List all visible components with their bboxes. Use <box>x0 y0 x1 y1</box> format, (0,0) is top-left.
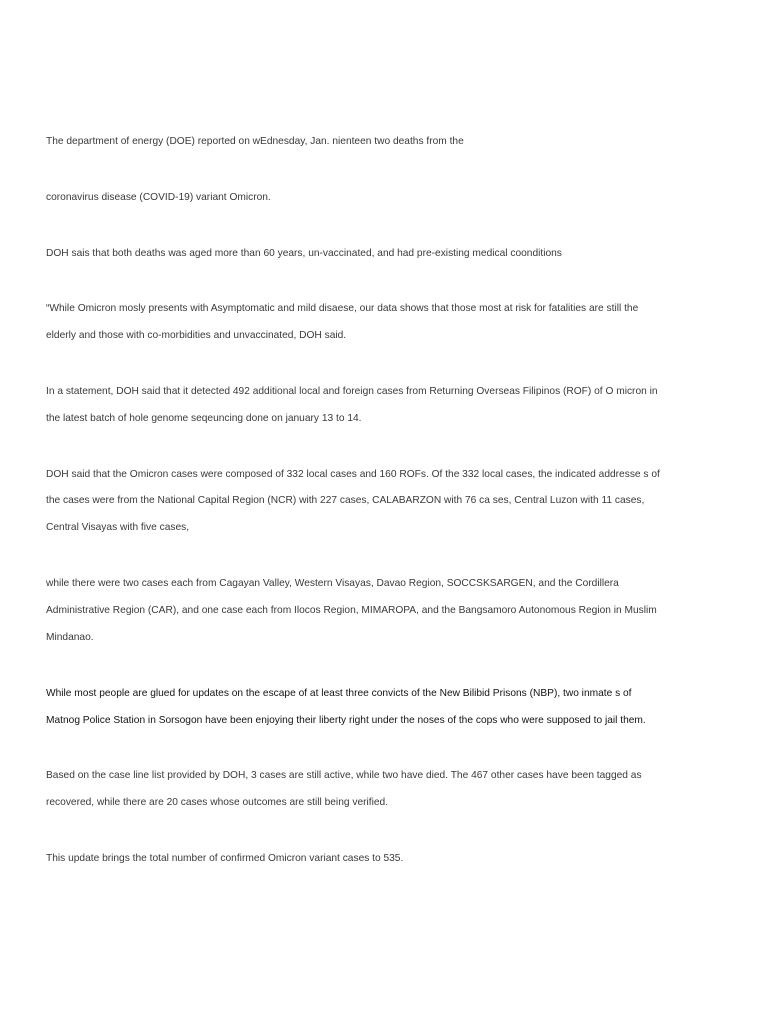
paragraph-2-line-1: coronavirus disease (COVID-19) variant Omicron. <box>46 192 271 203</box>
paragraph-9-line-1: Based on the case line list provided by DOH, 3 cases are still active, while two have died. The 467 other cases have been tagged as <box>46 770 642 781</box>
paragraph-5-line-2: the latest batch of hole genome seqeuncing done on january 13 to 14. <box>46 413 362 424</box>
paragraph-7-line-2: Administrative Region (CAR), and one case each from Ilocos Region, MIMAROPA, and the Bangsamoro Autonomous Region in Muslim <box>46 605 657 616</box>
paragraph-6-line-2: the cases were from the National Capital Region (NCR) with 227 cases, CALABARZON with 76 ca ses, Central Luzon with 11 cases, <box>46 495 645 506</box>
paragraph-6-line-3: Central Visayas with five cases, <box>46 522 190 533</box>
paragraph-1-line-1: The department of energy (DOE) reported on wEdnesday, Jan. nienteen two deaths from the <box>46 136 464 147</box>
paragraph-8-line-2: Matnog Police Station in Sorsogon have been enjoying their liberty right under the noses of the cops who were supposed to jail them. <box>46 715 646 726</box>
paragraph-7-line-3: Mindanao. <box>46 632 94 643</box>
paragraph-10-line-1: This update brings the total number of confirmed Omicron variant cases to 535. <box>46 853 404 864</box>
paragraph-9-line-2: recovered, while there are 20 cases whose outcomes are still being verified. <box>46 797 389 808</box>
paragraph-7-line-1: while there were two cases each from Cagayan Valley, Western Visayas, Davao Region, SOCCSKSARGEN, and the Cordillera <box>46 578 619 589</box>
paragraph-5-line-1: In a statement, DOH said that it detected 492 additional local and foreign cases from Returning Overseas Filipinos (ROF) of O micron in <box>46 386 658 397</box>
paragraph-4-line-1: “While Omicron mosly presents with Asymptomatic and mild disaese, our data shows that those most at risk for fatalities are still the <box>46 303 639 314</box>
paragraph-8-line-1: While most people are glued for updates on the escape of at least three convicts of the New Bilibid Prisons (NBP), two inmate s of <box>46 688 632 699</box>
paragraph-6-line-1: DOH said that the Omicron cases were composed of 332 local cases and 160 ROFs. Of the 332 local cases, the indicated addresse s of <box>46 469 660 480</box>
paragraph-3-line-1: DOH sais that both deaths was aged more than 60 years, un-vaccinated, and had pre-existing medical coonditions <box>46 248 562 259</box>
paragraph-4-line-2: elderly and those with co-morbidities and unvaccinated, DOH said. <box>46 330 347 341</box>
